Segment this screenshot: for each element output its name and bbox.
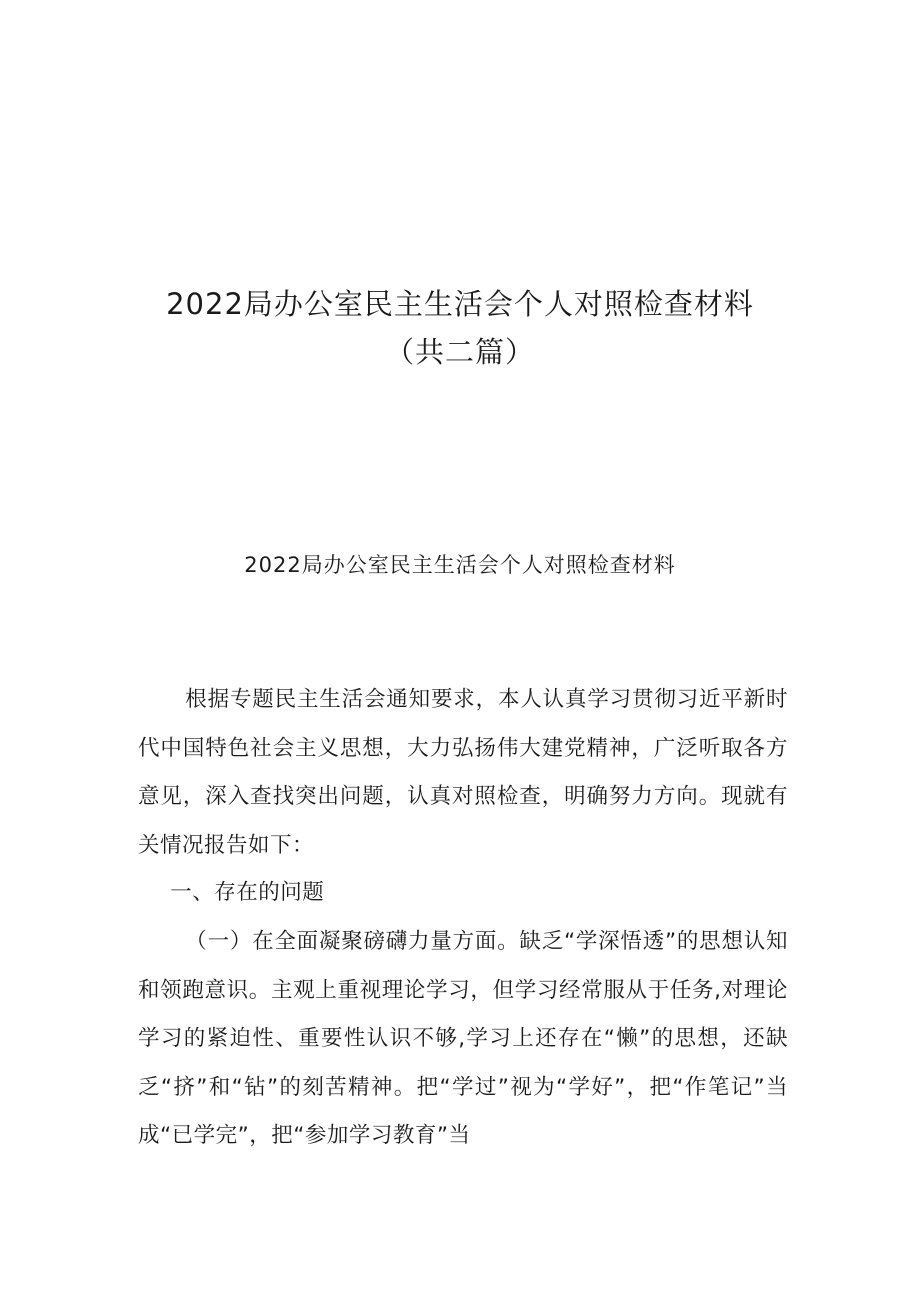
heading-existing-problems: 一、存在的问题 <box>170 880 325 905</box>
document-title-line1: 2022局办公室民主生活会个人对照检查材料 <box>166 287 754 321</box>
document-title-line2: （共二篇） <box>384 335 535 369</box>
paragraph-intro: 根据专题民主生活会通知要求，本人认真学习贯彻习近平新时代中国特色社会主义思想，大力弘扬伟大建党精神，广泛听取各方意见，深入查找突出问题，认真对照检查，明确努力方向。现就有关情况报告如下： <box>138 687 788 858</box>
section-title: 2022局办公室民主生活会个人对照检查材料 <box>244 553 676 577</box>
paragraph-problem-one: （一）在全面凝聚磅礴力量方面。缺乏“学深悟透”的思想认知和领跑意识。主观上重视理论学习，但学习经常服从于任务,对理论学习的紧迫性、重要性认识不够,学习上还存在“懒”的思想，还缺乏“挤”和“钻”的刻苦精神。把“学过”视为“学好”，把“作笔记”当成“已学完”，把“参加学习教育”当 <box>138 929 788 1148</box>
